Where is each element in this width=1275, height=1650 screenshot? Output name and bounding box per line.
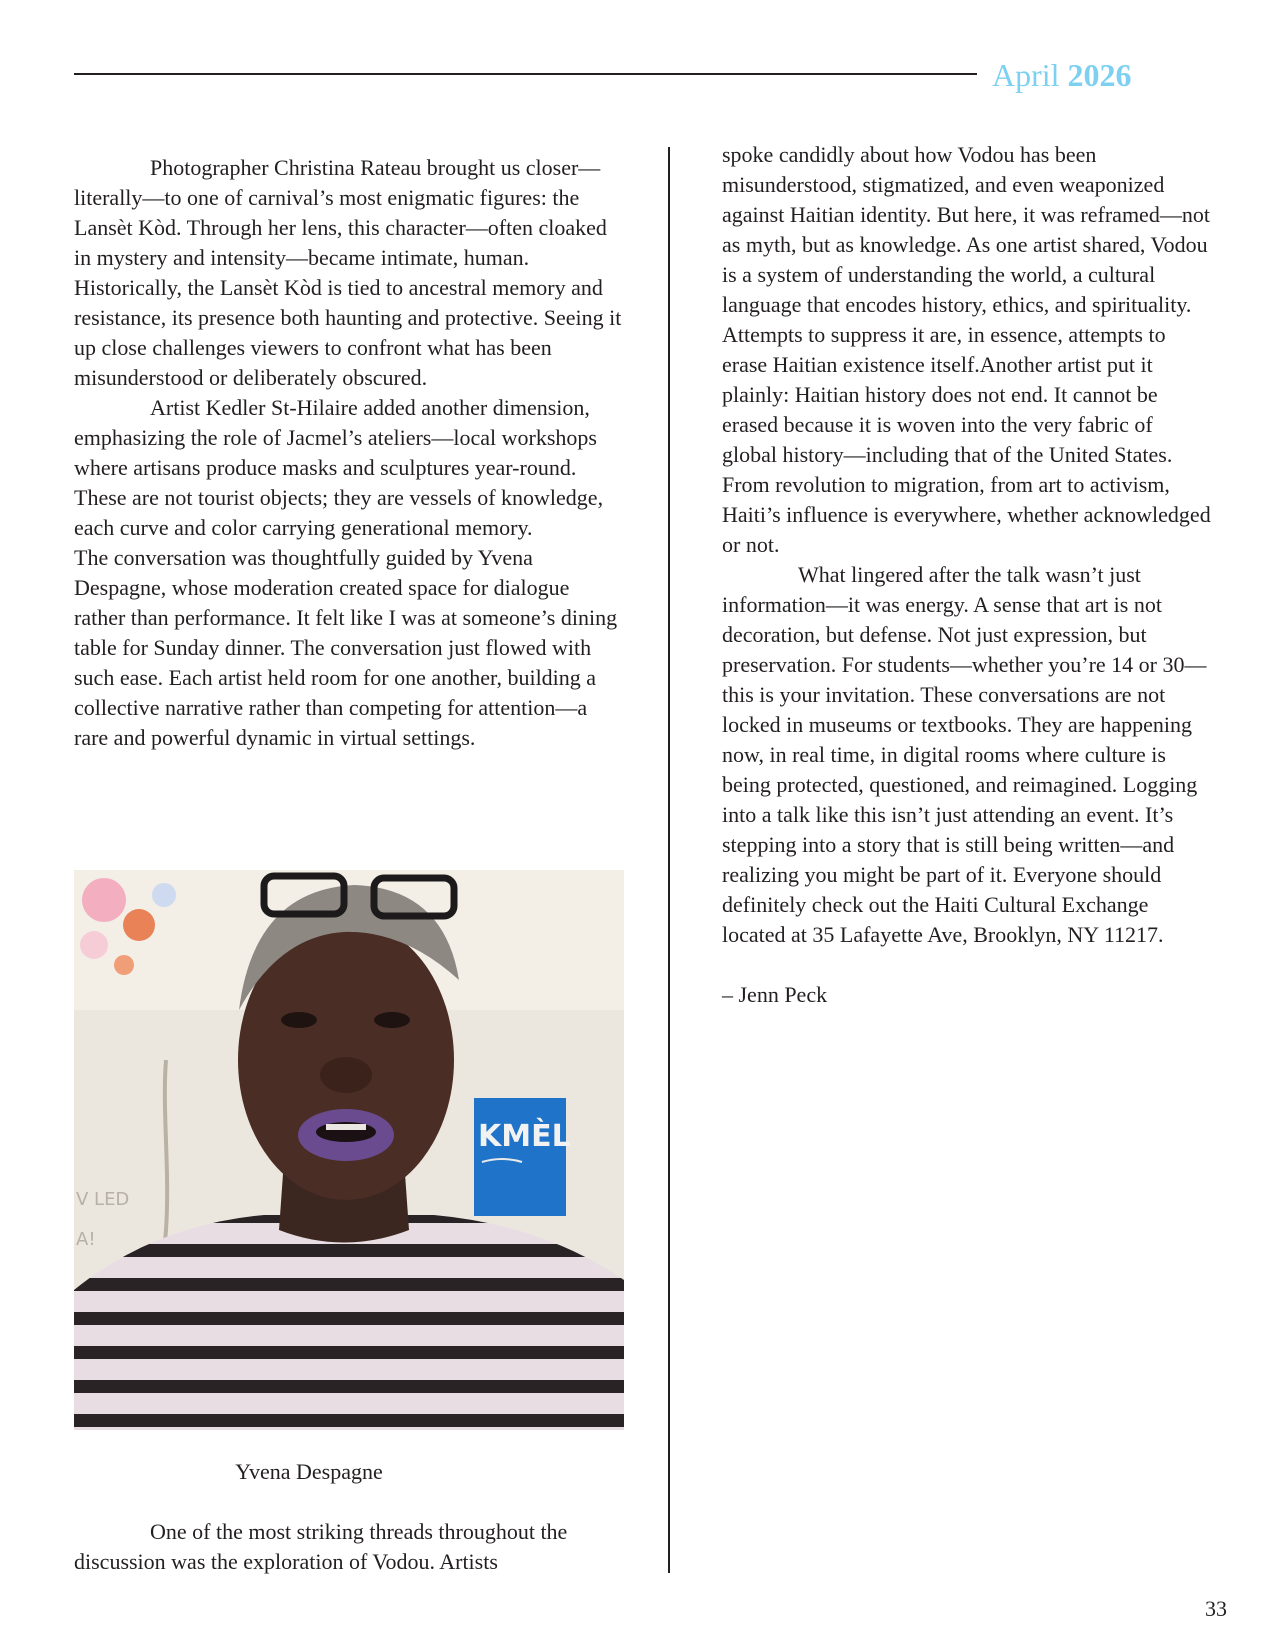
author-byline: – Jenn Peck (722, 982, 828, 1007)
photo-caption: Yvena Despagne (235, 1459, 383, 1484)
paragraph-vodou-intro: One of the most striking threads throughout the discussion was the exploration of Vodou. Artists (74, 1519, 568, 1574)
paragraph-despagne: The conversation was thoughtfully guided by Yvena Despagne, whose moderation created space for dialogue rather than performance. It felt like I was at someone’s dining table for Sunday dinner. The conversation just flowed with such ease. Each artist held room for one another, building a collective narrative rather than competing for attention—a rare and powerful dynamic in virtual settings. (74, 545, 618, 750)
issue-month: April (992, 57, 1060, 93)
lower-left-text (74, 1517, 624, 1577)
paragraph-rateau: Photographer Christina Rateau brought us closer—literally—to one of carnival’s most enigmatic figures: the Lansèt Kòd. Through her lens, this character—often cloaked in mystery and intensity—became intimate, human. Historically, the Lansèt Kòd is tied to ancestral memory and resistance, its presence both haunting and protective. Seeing it up close challenges viewers to confront what has been misunderstood or deliberately obscured. (74, 155, 622, 390)
svg-text:A!: A! (76, 1229, 96, 1250)
poster-text: KMÈL (478, 1119, 571, 1154)
left-column (74, 153, 624, 753)
portrait-illustration (74, 870, 624, 1430)
paragraph-st-hilaire: Artist Kedler St-Hilaire added another dimension, emphasizing the role of Jacmel’s ateliers—local workshops where artisans produce masks and sculptures year-round. These are not tourist objects; they are vessels of knowledge, each curve and color carrying generational memory. (74, 395, 604, 540)
column-divider (668, 147, 670, 1573)
paragraph-lingered: What lingered after the talk wasn’t just information—it was energy. A sense that art is not decoration, but defense. Not just expression, but preservation. For students—whether you’re 14 or 30—this is your invitation. These conversations are not locked in museums or textbooks. They are happening now, in real time, in digital rooms where culture is being protected, questioned, and reimagined. Logging into a talk like this isn’t just attending an event. It’s stepping into a story that is still being written—and realizing you might be part of it. Everyone should definitely check out the Haiti Cultural Exchange located at 35 Lafayette Ave, Brooklyn, NY 11217. (722, 562, 1207, 947)
right-column (722, 140, 1212, 1010)
paragraph-vodou: spoke candidly about how Vodou has been misunderstood, stigmatized, and even weaponized against Haitian identity. But here, it was reframed—not as myth, but as knowledge. As one artist shared, Vodou is a system of understanding the world, a cultural language that encodes history, ethics, and spirituality. Attempts to suppress it are, in essence, attempts to erase Haitian existence itself.Another artist put it plainly: Haitian history does not end. It cannot be erased because it is woven into the very fabric of global history—including that of the United States. From revolution to migration, from art to activism, Haiti’s influence is everywhere, whether acknowledged or not. (722, 142, 1211, 557)
issue-year: 2026 (1067, 57, 1132, 93)
page-number: 33 (1205, 1596, 1227, 1621)
issue-date (992, 55, 1132, 95)
svg-text:V LED: V LED (76, 1189, 130, 1210)
portrait-photo (74, 870, 624, 1430)
header-rule (74, 73, 977, 75)
byline-spacer (722, 950, 1212, 980)
